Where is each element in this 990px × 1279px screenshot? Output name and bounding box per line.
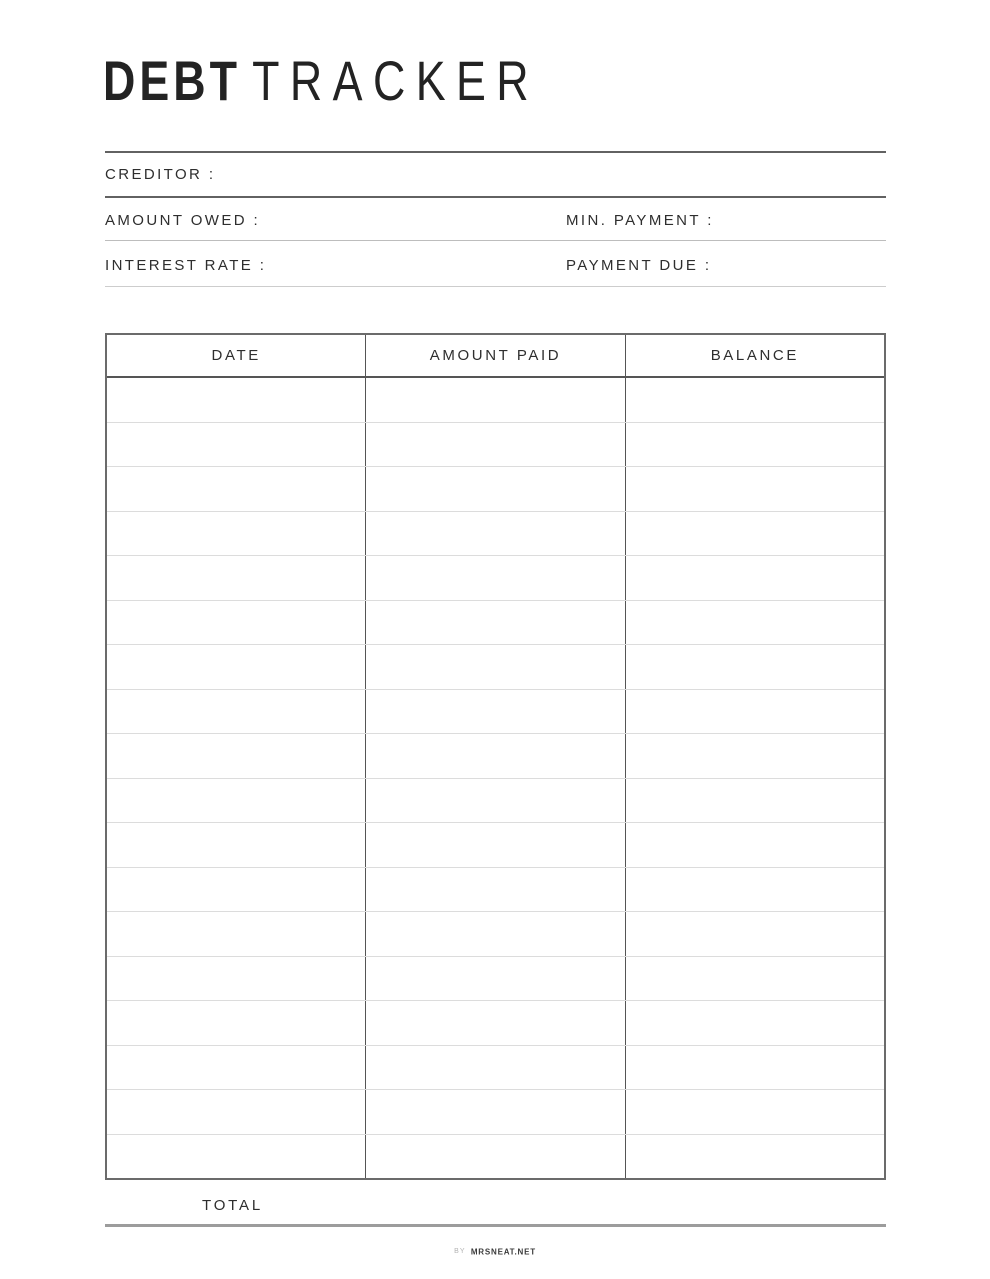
table-row: [107, 1135, 884, 1179]
cell-balance: [625, 1001, 884, 1045]
cell-date: [107, 1090, 365, 1134]
cell-balance: [625, 645, 884, 689]
cell-date: [107, 378, 365, 422]
cell-date: [107, 690, 365, 734]
table-row: [107, 556, 884, 601]
table-row: [107, 601, 884, 646]
cell-balance: [625, 467, 884, 511]
total-rule: [105, 1224, 886, 1227]
page-title-bold: DEBT: [103, 49, 241, 112]
table-row: [107, 823, 884, 868]
cell-date: [107, 467, 365, 511]
table-row: [107, 690, 884, 735]
cell-balance: [625, 912, 884, 956]
cell-balance: [625, 1090, 884, 1134]
cell-balance: [625, 378, 884, 422]
cell-balance: [625, 868, 884, 912]
cell-balance: [625, 957, 884, 1001]
column-header-balance: BALANCE: [625, 335, 884, 376]
cell-amount-paid: [365, 957, 624, 1001]
cell-balance: [625, 1135, 884, 1179]
table-row: [107, 734, 884, 779]
footer-brand-text: MRSNEAT.NET: [470, 1247, 536, 1257]
cell-date: [107, 1135, 365, 1179]
table-row: [107, 423, 884, 468]
cell-amount-paid: [365, 912, 624, 956]
cell-balance: [625, 823, 884, 867]
table-row: [107, 512, 884, 557]
cell-balance: [625, 423, 884, 467]
cell-amount-paid: [365, 601, 624, 645]
cell-date: [107, 601, 365, 645]
cell-balance: [625, 601, 884, 645]
interest-rate-label: INTEREST RATE :: [105, 257, 267, 274]
cell-date: [107, 912, 365, 956]
table-row: [107, 912, 884, 957]
cell-date: [107, 1001, 365, 1045]
table-row: [107, 1046, 884, 1091]
cell-date: [107, 868, 365, 912]
cell-date: [107, 957, 365, 1001]
column-header-date: DATE: [211, 347, 261, 364]
page-title: [103, 49, 540, 112]
cell-amount-paid: [365, 1001, 624, 1045]
cell-balance: [625, 1046, 884, 1090]
cell-amount-paid: [365, 512, 624, 556]
rule-under-amount-owed: [105, 240, 886, 241]
table-row: [107, 779, 884, 824]
cell-date: [107, 734, 365, 778]
table-row: [107, 467, 884, 512]
column-header-amount-paid: AMOUNT PAID: [365, 335, 624, 376]
cell-amount-paid: [365, 467, 624, 511]
cell-amount-paid: [365, 823, 624, 867]
cell-amount-paid: [365, 1090, 624, 1134]
cell-date: [107, 779, 365, 823]
rule-under-interest-rate: [105, 286, 886, 287]
cell-date: [107, 556, 365, 600]
cell-amount-paid: [365, 1046, 624, 1090]
min-payment-label: MIN. PAYMENT :: [566, 212, 714, 229]
creditor-label: CREDITOR :: [105, 166, 216, 183]
table-row: [107, 1090, 884, 1135]
cell-amount-paid: [365, 378, 624, 422]
cell-balance: [625, 734, 884, 778]
footer-credit: [0, 1243, 990, 1261]
cell-amount-paid: [365, 556, 624, 600]
cell-balance: [625, 690, 884, 734]
rule-top: [105, 151, 886, 153]
cell-balance: [625, 779, 884, 823]
total-label: TOTAL: [202, 1197, 263, 1214]
debt-table-header-row: [107, 335, 884, 378]
rule-under-creditor: [105, 196, 886, 198]
table-row: [107, 957, 884, 1002]
debt-table: [105, 333, 886, 1180]
cell-date: [107, 423, 365, 467]
table-row: [107, 645, 884, 690]
table-row: [107, 868, 884, 913]
debt-table-body: [107, 378, 884, 1178]
cell-amount-paid: [365, 423, 624, 467]
cell-amount-paid: [365, 690, 624, 734]
cell-amount-paid: [365, 1135, 624, 1179]
amount-owed-label: AMOUNT OWED :: [105, 212, 261, 229]
cell-amount-paid: [365, 779, 624, 823]
cell-balance: [625, 512, 884, 556]
cell-amount-paid: [365, 868, 624, 912]
cell-date: [107, 1046, 365, 1090]
payment-due-label: PAYMENT DUE :: [566, 257, 712, 274]
table-row: [107, 378, 884, 423]
cell-balance: [625, 556, 884, 600]
page-title-light: TRACKER: [252, 49, 540, 112]
cell-date: [107, 645, 365, 689]
cell-date: [107, 823, 365, 867]
cell-amount-paid: [365, 645, 624, 689]
cell-date: [107, 512, 365, 556]
footer-by-text: BY: [454, 1248, 466, 1256]
cell-amount-paid: [365, 734, 624, 778]
table-row: [107, 1001, 884, 1046]
